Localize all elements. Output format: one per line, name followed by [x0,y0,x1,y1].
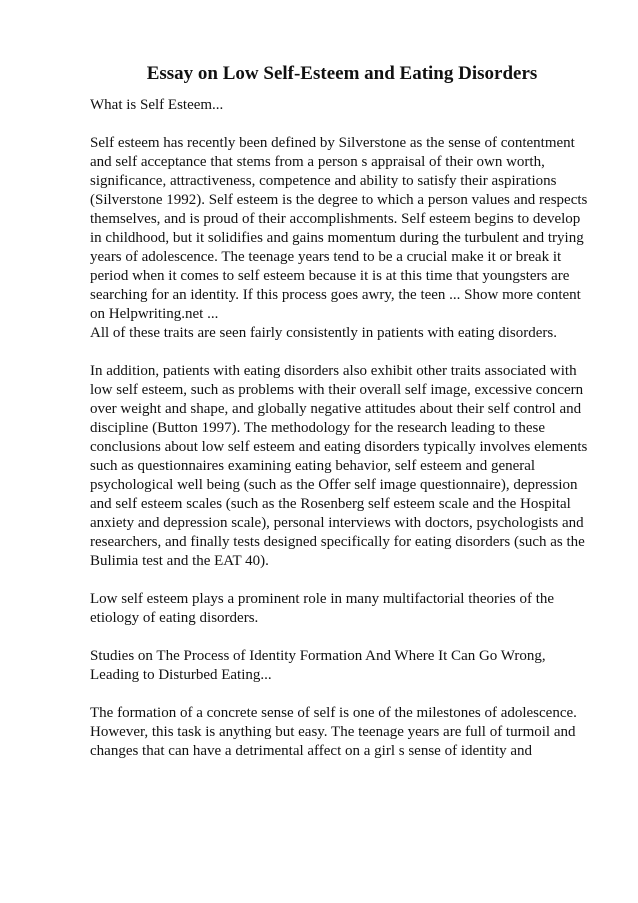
paragraph-heading-identity: Studies on The Process of Identity Formation And Where It Can Go Wrong, Leading to Disturbed Eating... [90,648,546,683]
paragraph-traits: All of these traits are seen fairly consistently in patients with eating disorders. [90,325,557,341]
document-body [90,96,594,780]
document-title: Essay on Low Self-Esteem and Eating Disorders [146,63,538,84]
paragraph-definition: Self esteem has recently been defined by Silverstone as the sense of contentment and self acceptance that stems from a person s appraisal of their own worth, significance, attractiveness, competence and ability to satisfy their aspirations (Silverstone 1992). Self esteem is the degree to which a person values and respects themselves, and is proud of their accomplishments. Self esteem begins to develop in childhood, but it solidifies and gains momentum during the turbulent and trying years of adolescence. The teenage years tend to be a crucial make it or break it period when it comes to self esteem because it is at this time that youngsters are searching for an identity. If this process goes awry, the teen ... Show more content on Helpwriting.net ... [90,135,588,322]
paragraph-identity-formation: The formation of a concrete sense of self is one of the milestones of adolescence. However, this task is anything but easy. The teenage years are full of turmoil and changes that can have a detrimental affect on a girl s sense of identity and [90,705,577,759]
paragraph-research: In addition, patients with eating disorders also exhibit other traits associated with low self esteem, such as problems with their overall self image, excessive concern over weight and shape, and globally negative attitudes about their self control and discipline (Button 1997). The methodology for the research leading to these conclusions about low self esteem and eating disorders typically involves elements such as questionnaires examining eating behavior, self esteem and general psychological well being (such as the Offer self image questionnaire), depression and self esteem scales (such as the Rosenberg self esteem scale and the Hospital anxiety and depression scale), personal interviews with doctors, psychologists and researchers, and finally tests designed specifically for eating disorders (such as the Bulimia test and the EAT 40). [90,363,588,569]
paragraph-etiology: Low self esteem plays a prominent role in many multifactorial theories of the etiology of eating disorders. [90,591,555,626]
paragraph-heading-self-esteem: What is Self Esteem... [90,97,224,113]
